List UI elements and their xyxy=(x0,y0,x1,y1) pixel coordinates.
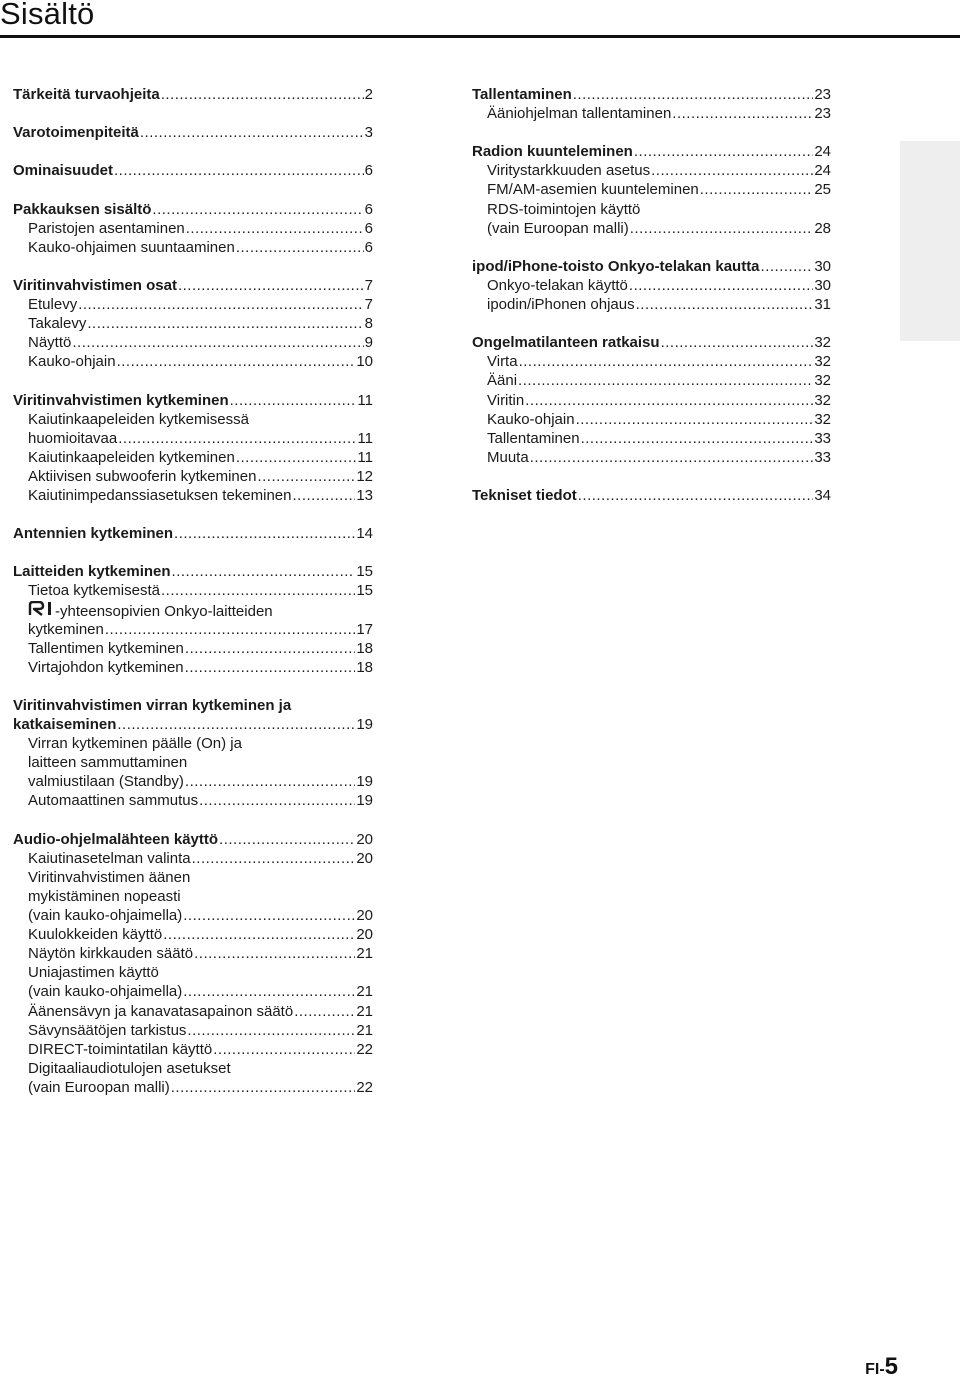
toc-entry-page: 11 xyxy=(357,391,373,409)
toc-entry-title: Uniajastimen käyttö xyxy=(28,964,159,982)
toc-entry xyxy=(13,1059,373,1078)
dot-leader xyxy=(183,982,355,1001)
page-number xyxy=(865,1353,898,1381)
dot-leader xyxy=(230,391,357,410)
toc-entry-page: 2 xyxy=(364,86,373,103)
toc-entry-page: 32 xyxy=(814,353,831,371)
toc-entry-title: FM/AM-asemien kuunteleminen xyxy=(487,181,699,199)
dot-leader xyxy=(194,944,355,963)
toc-entry-page: 6 xyxy=(364,200,373,218)
page-number-prefix: FI- xyxy=(865,1361,885,1378)
dot-leader xyxy=(183,906,355,925)
toc-entry-title: Näyttö xyxy=(28,334,72,352)
toc-entry xyxy=(472,276,831,295)
toc-entry xyxy=(13,944,373,963)
dot-leader xyxy=(192,849,356,868)
toc-entry-page: 30 xyxy=(814,257,831,275)
toc-entry-page: 12 xyxy=(356,467,373,485)
toc-entry-page: 13 xyxy=(356,486,373,504)
page-title: Sisältö xyxy=(0,0,95,31)
dot-leader xyxy=(187,1021,355,1040)
toc-entry-title: Kaiutinkaapeleiden kytkeminen xyxy=(28,448,235,466)
toc-entry xyxy=(13,467,373,486)
dot-leader xyxy=(636,295,814,314)
dot-leader xyxy=(178,276,364,295)
toc-entry xyxy=(13,200,373,219)
dot-leader xyxy=(672,104,813,123)
dot-leader xyxy=(185,772,355,791)
toc-entry xyxy=(13,352,373,371)
toc-entry xyxy=(13,868,373,887)
toc-entry-title: Kauko-ohjaimen suuntaaminen xyxy=(28,238,235,256)
toc-entry-title: huomioitavaa xyxy=(28,429,118,447)
toc-entry xyxy=(13,238,373,257)
toc-entry xyxy=(472,391,831,410)
toc-entry xyxy=(472,180,831,199)
toc-entry-title: Virran kytkeminen päälle (On) ja xyxy=(28,735,242,753)
toc-entry-title: Kauko-ohjain xyxy=(487,410,575,428)
toc-entry-title: Viritinvahvistimen osat xyxy=(13,276,177,294)
toc-entry xyxy=(472,333,831,352)
dot-leader xyxy=(629,276,813,295)
dot-leader xyxy=(525,391,813,410)
toc-entry-title: Virtajohdon kytkeminen xyxy=(28,658,184,676)
toc-entry xyxy=(472,295,831,314)
toc-entry xyxy=(13,1040,373,1059)
toc-entry xyxy=(13,772,373,791)
dot-leader xyxy=(236,448,357,467)
toc-entry-title: Viritinvahvistimen äänen xyxy=(28,868,191,886)
toc-entry xyxy=(13,753,373,772)
toc-entry xyxy=(472,410,831,429)
toc-entry-page: 32 xyxy=(814,391,831,409)
toc-entry-page: 25 xyxy=(814,181,831,199)
toc-entry-title: Tekniset tiedot xyxy=(472,486,577,504)
toc-entry-title: Kauko-ohjain xyxy=(28,353,116,371)
toc-entry xyxy=(13,925,373,944)
toc-entry-title: Tietoa kytkemisestä xyxy=(28,582,160,600)
toc-entry-page: 21 xyxy=(356,1021,373,1039)
dot-leader xyxy=(199,791,355,810)
toc-entry xyxy=(13,486,373,505)
toc-entry-page: 8 xyxy=(364,315,373,333)
toc-entry xyxy=(13,448,373,467)
toc-entry-title: Audio-ohjelmalähteen käyttö xyxy=(13,830,219,848)
toc-entry xyxy=(13,581,373,600)
toc-entry-title: kytkeminen xyxy=(28,620,104,638)
toc-entry-title: Onkyo-telakan käyttö xyxy=(487,276,628,294)
dot-leader xyxy=(163,925,355,944)
toc-entry-page: 6 xyxy=(364,238,373,256)
dot-leader xyxy=(573,85,814,104)
dot-leader xyxy=(105,620,355,639)
dot-leader xyxy=(114,161,364,180)
dot-leader xyxy=(172,562,356,581)
toc-entry-page: 7 xyxy=(364,296,373,314)
toc-entry xyxy=(13,791,373,810)
toc-entry-page: 11 xyxy=(357,429,373,447)
dot-leader xyxy=(634,142,813,161)
dot-leader xyxy=(630,219,814,238)
toc-entry xyxy=(472,352,831,371)
toc-entry-page: 30 xyxy=(814,276,831,294)
toc-entry-page: 33 xyxy=(814,429,831,447)
toc-entry xyxy=(13,276,373,295)
dot-leader xyxy=(140,123,364,142)
toc-entry-page: 20 xyxy=(356,926,373,944)
toc-entry-page: 19 xyxy=(356,792,373,810)
toc-entry xyxy=(13,562,373,581)
dot-leader xyxy=(578,486,814,505)
toc-entry-title: Etulevy xyxy=(28,296,78,314)
toc-entry-page: 32 xyxy=(814,372,831,390)
toc-entry xyxy=(472,448,831,467)
toc-entry xyxy=(13,849,373,868)
toc-entry-title: Tallentaminen xyxy=(487,429,580,447)
toc-entry-title: (vain Euroopan malli) xyxy=(28,1078,170,1096)
toc-entry xyxy=(13,601,373,620)
toc-entry-page: 14 xyxy=(356,525,373,543)
dot-leader xyxy=(72,333,363,352)
toc-entry xyxy=(472,371,831,390)
toc-entry-page: 18 xyxy=(356,658,373,676)
toc-entry xyxy=(472,104,831,123)
title-divider xyxy=(0,35,960,38)
toc-entry-title: Tallentimen kytkeminen xyxy=(28,639,184,657)
toc-entry-page: 18 xyxy=(356,639,373,657)
dot-leader xyxy=(171,1078,356,1097)
toc-entry-title: Kaiutinkaapeleiden kytkemisessä xyxy=(28,410,249,428)
toc-entry xyxy=(13,410,373,429)
toc-entry-page: 34 xyxy=(814,486,831,504)
toc-entry xyxy=(472,85,831,104)
dot-leader xyxy=(219,830,355,849)
toc-entry-page: 6 xyxy=(364,162,373,180)
toc-entry-page: 3 xyxy=(364,124,373,142)
toc-entry xyxy=(13,1021,373,1040)
toc-entry xyxy=(13,391,373,410)
toc-entry xyxy=(472,142,831,161)
toc-entry xyxy=(13,734,373,753)
dot-leader xyxy=(87,314,363,333)
toc-entry xyxy=(472,486,831,505)
toc-entry-page: 24 xyxy=(814,162,831,180)
dot-leader xyxy=(185,639,355,658)
toc-entry xyxy=(13,658,373,677)
toc-entry-title: Kaiutinasetelman valinta xyxy=(28,849,191,867)
toc-entry-page: 31 xyxy=(814,296,831,314)
dot-leader xyxy=(186,219,364,238)
dot-leader xyxy=(161,581,355,600)
dot-leader xyxy=(293,486,356,505)
dot-leader xyxy=(700,180,814,199)
toc-entry-title: Tärkeitä turvaohjeita xyxy=(13,86,160,103)
toc-entry xyxy=(13,963,373,982)
dot-leader xyxy=(213,1040,355,1059)
toc-entry xyxy=(13,982,373,1001)
toc-entry-title: RDS-toimintojen käyttö xyxy=(487,200,641,218)
toc-entry-title: Varotoimenpiteitä xyxy=(13,124,139,142)
toc-entry-page: 33 xyxy=(814,448,831,466)
toc-entry-page: 23 xyxy=(814,86,831,103)
dot-leader xyxy=(576,410,814,429)
dot-leader xyxy=(118,429,356,448)
toc-entry-page: 19 xyxy=(356,773,373,791)
toc-entry-page: 19 xyxy=(356,716,373,734)
toc-entry xyxy=(13,295,373,314)
toc-entry-page: 32 xyxy=(814,410,831,428)
ri-logo-icon xyxy=(28,601,54,621)
toc-entry xyxy=(13,1078,373,1097)
dot-leader xyxy=(761,257,814,276)
toc-entry-title: DIRECT-toimintatilan käyttö xyxy=(28,1040,213,1058)
toc-entry-title: Aktiivisen subwooferin kytkeminen xyxy=(28,467,257,485)
toc-entry-title: Automaattinen sammutus xyxy=(28,792,199,810)
toc-entry-page: 21 xyxy=(356,1002,373,1020)
toc-entry-page: 22 xyxy=(356,1040,373,1058)
toc-entry-title: katkaiseminen xyxy=(13,716,117,734)
toc-entry-title: laitteen sammuttaminen xyxy=(28,754,188,772)
toc-entry-title: ipod/iPhone-toisto Onkyo-telakan kautta xyxy=(472,257,760,275)
toc-entry-page: 23 xyxy=(814,105,831,123)
dot-leader xyxy=(257,467,355,486)
toc-entry-title: Takalevy xyxy=(28,315,87,333)
toc-entry-title: Kaiutinimpedanssiasetuksen tekeminen xyxy=(28,486,292,504)
dot-leader xyxy=(294,1002,355,1021)
toc-entry-title: (vain kauko-ohjaimella) xyxy=(28,983,183,1001)
toc-entry xyxy=(13,219,373,238)
toc-entry-title: Kuulokkeiden käyttö xyxy=(28,926,163,944)
toc-entry xyxy=(13,429,373,448)
toc-entry-page: 20 xyxy=(356,849,373,867)
toc-entry-title: Äänensävyn ja kanavatasapainon säätö xyxy=(28,1002,294,1020)
toc-entry-page: 28 xyxy=(814,219,831,237)
toc-entry xyxy=(472,200,831,219)
toc-entry-title: Virta xyxy=(487,353,518,371)
dot-leader xyxy=(117,352,356,371)
toc-entry xyxy=(472,161,831,180)
toc-entry xyxy=(13,161,373,180)
toc-entry-title: Viritin xyxy=(487,391,525,409)
dot-leader xyxy=(161,85,364,104)
toc-entry-page: 17 xyxy=(356,620,373,638)
toc-entry-title: Tallentaminen xyxy=(472,86,572,103)
toc-entry-page: 10 xyxy=(356,353,373,371)
toc-entry-title: Sävynsäätöjen tarkistus xyxy=(28,1021,187,1039)
toc-entry-page: 9 xyxy=(364,334,373,352)
toc-entry xyxy=(13,715,373,734)
toc-entry xyxy=(13,696,373,715)
toc-entry-title: Laitteiden kytkeminen xyxy=(13,563,171,581)
toc-entry-title: Näytön kirkkauden säätö xyxy=(28,945,194,963)
toc-entry-title: Digitaaliaudiotulojen asetukset xyxy=(28,1059,231,1077)
toc-entry xyxy=(13,830,373,849)
toc-entry-page: 20 xyxy=(356,830,373,848)
side-tab-marker xyxy=(900,141,960,341)
toc-entry xyxy=(13,887,373,906)
toc-entry xyxy=(13,524,373,543)
toc-entry-title: (vain Euroopan malli) xyxy=(487,219,629,237)
toc-entry-page: 11 xyxy=(357,448,373,466)
toc-entry-page: 6 xyxy=(364,219,373,237)
toc-entry-title: Antennien kytkeminen xyxy=(13,525,174,543)
toc-entry-title: Ominaisuudet xyxy=(13,162,114,180)
toc-entry xyxy=(13,906,373,925)
toc-entry xyxy=(472,429,831,448)
toc-entry xyxy=(13,314,373,333)
toc-entry-page: 20 xyxy=(356,907,373,925)
toc-entry-page: 21 xyxy=(356,945,373,963)
dot-leader xyxy=(117,715,355,734)
dot-leader xyxy=(581,429,814,448)
toc-entry-title: Ääniohjelman tallentaminen xyxy=(487,105,672,123)
toc-entry-page: 15 xyxy=(356,563,373,581)
toc-entry xyxy=(13,1002,373,1021)
toc-entry-title: valmiustilaan (Standby) xyxy=(28,773,184,791)
toc-entry-title: Pakkauksen sisältö xyxy=(13,200,152,218)
dot-leader xyxy=(236,238,364,257)
toc-left-column xyxy=(13,85,373,1097)
toc-entry xyxy=(13,639,373,658)
toc-entry-title: -yhteensopivien Onkyo-laitteiden xyxy=(55,602,273,620)
toc-entry xyxy=(472,219,831,238)
toc-entry-title: Radion kuunteleminen xyxy=(472,143,633,161)
dot-leader xyxy=(78,295,363,314)
toc-entry-title: Viritystarkkuuden asetus xyxy=(487,162,651,180)
dot-leader xyxy=(530,448,814,467)
toc-entry-page: 22 xyxy=(356,1078,373,1096)
toc-entry xyxy=(13,123,373,142)
toc-entry-title: ipodin/iPhonen ohjaus xyxy=(487,296,635,314)
toc-right-column xyxy=(472,85,831,505)
toc-entry xyxy=(472,257,831,276)
toc-entry-title: Muuta xyxy=(487,448,529,466)
toc-entry-title: Viritinvahvistimen kytkeminen xyxy=(13,391,229,409)
toc-entry xyxy=(13,85,373,104)
toc-entry-title: (vain kauko-ohjaimella) xyxy=(28,907,183,925)
dot-leader xyxy=(174,524,355,543)
dot-leader xyxy=(152,200,363,219)
toc-entry-title: Viritinvahvistimen virran kytkeminen ja xyxy=(13,697,292,714)
toc-entry xyxy=(13,620,373,639)
toc-entry-title: Ääni xyxy=(487,372,518,390)
dot-leader xyxy=(185,658,356,677)
dot-leader xyxy=(661,333,814,352)
toc-entry-title: mykistäminen nopeasti xyxy=(28,887,181,905)
toc-entry-title: Ongelmatilanteen ratkaisu xyxy=(472,334,660,352)
toc-entry-page: 15 xyxy=(356,582,373,600)
dot-leader xyxy=(519,352,814,371)
toc-entry-page: 21 xyxy=(356,983,373,1001)
toc-entry xyxy=(13,333,373,352)
toc-entry-title: Paristojen asentaminen xyxy=(28,219,185,237)
toc-entry-page: 24 xyxy=(814,143,831,161)
toc-entry-page: 7 xyxy=(364,276,373,294)
dot-leader xyxy=(651,161,813,180)
page-number-value: 5 xyxy=(884,1353,898,1380)
toc-entry-page: 32 xyxy=(814,334,831,352)
dot-leader xyxy=(518,371,813,390)
